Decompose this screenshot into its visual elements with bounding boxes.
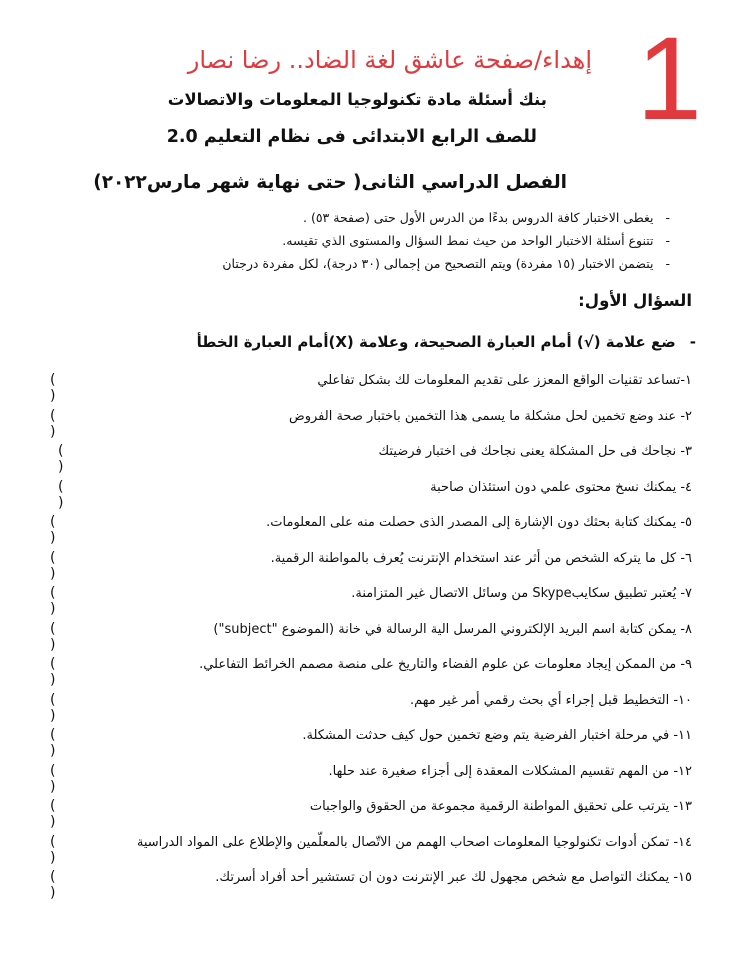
note-dash: - <box>665 233 670 248</box>
answer-box[interactable]: ( ) <box>50 372 66 404</box>
question-text: ٨- يمكن كتابة اسم البريد الإلكتروني المرسل الية الرسالة في خانة (الموضوع "subject") <box>213 621 692 637</box>
exam-note <box>222 206 670 229</box>
question-text: ٦- كل ما يتركه الشخص من أثر عند استخدام الإنترنت يُعرف بالمواطنة الرقمية. <box>270 550 692 566</box>
question-item <box>40 474 692 510</box>
note-text: يغطى الاختبار كافة الدروس بدءًا من الدرس الأول حتى (صفحة ٥٣) . <box>303 210 654 225</box>
answer-box[interactable]: ( ) <box>50 691 66 724</box>
question-item <box>40 509 692 545</box>
answer-box[interactable]: ( ) <box>58 478 74 511</box>
answer-box[interactable]: ( ) <box>50 407 66 440</box>
question-item <box>40 616 692 652</box>
question-text: ٧- يُعتبر تطبيق سكايبSkype من وسائل الاتصال غير المتزامنة. <box>351 586 692 601</box>
question-item <box>40 793 692 829</box>
question-text: ١٥- يمكنك التواصل مع شخص مجهول لك عبر الإنترنت دون ان تستشير أحد أفراد أسرتك. <box>215 870 692 885</box>
answer-box[interactable]: ( ) <box>50 549 66 582</box>
note-dash: - <box>665 256 670 271</box>
question-item <box>40 545 692 581</box>
answer-box[interactable]: ( ) <box>50 869 66 901</box>
term-title: الفصل الدراسي الثانى( حتى نهاية شهر مارس٢٠٢٢) <box>93 172 567 193</box>
question-text: ١٠- التخطيط قبل إجراء أي بحث رقمي أمر غير مهم. <box>410 692 692 708</box>
question-text: ٤- يمكنك نسخ محتوى علمي دون استئذان صاحبة <box>430 479 692 495</box>
question-text: ١-تساعد تقنيات الواقع المعزز على تقديم المعلومات لك بشكل تفاعلي <box>317 373 692 388</box>
answer-box[interactable]: ( ) <box>50 762 66 795</box>
instruction-text: ضع علامة (√) أمام العبارة الصحيحة، وعلامة (X)أمام العبارة الخطأ <box>196 333 676 351</box>
page-number: 1 <box>636 13 702 145</box>
question-text: ١٢- من المهم تقسيم المشكلات المعقدة إلى أجزاء صغيرة عند حلها. <box>328 763 692 779</box>
instruction-line <box>197 333 696 351</box>
question-text: ٥- يمكنك كتابة بحثك دون الإشارة إلى المصدر الذى حصلت منه على المعلومات. <box>266 515 692 530</box>
instruction-dash: - <box>689 333 696 351</box>
question-item <box>40 403 692 439</box>
question-text: ١١- في مرحلة اختبار الفرضية يتم وضع تخمين حول كيف حدثت المشكلة. <box>302 728 692 743</box>
question-text: ٩- من الممكن إيجاد معلومات عن علوم الفضاء والتاريخ على منصة مصمم الخرائط التفاعلي. <box>199 657 692 672</box>
answer-box[interactable]: ( ) <box>58 443 74 475</box>
question-item <box>40 438 692 474</box>
answer-box[interactable]: ( ) <box>50 656 66 688</box>
note-text: يتضمن الاختبار (١٥ مفردة) ويتم التصحيح من إجمالى (٣٠ درجة)، لكل مفردة درجتان <box>222 256 654 271</box>
question-heading: السؤال الأول: <box>578 291 692 310</box>
exam-note <box>222 252 670 275</box>
question-item <box>40 864 692 900</box>
dedication-line: إهداء/صفحة عاشق لغة الضاد.. رضا نصار <box>187 46 592 74</box>
answer-box[interactable]: ( ) <box>50 727 66 759</box>
note-text: تتنوع أسئلة الاختبار الواحد من حيث نمط السؤال والمستوى الذي تقيسه. <box>282 233 654 248</box>
exam-notes-list <box>222 206 670 275</box>
question-item <box>40 829 692 865</box>
question-text: ١٣- يترتب على تحقيق المواطنة الرقمية مجموعة من الحقوق والواجبات <box>309 799 692 814</box>
question-text: ٣- نجاحك فى حل المشكلة يعنى نجاحك فى اختبار فرضيتك <box>378 444 692 459</box>
grade-title: للصف الرابع الابتدائى فى نظام التعليم 2.0 <box>166 127 537 147</box>
answer-box[interactable]: ( ) <box>50 620 66 653</box>
answer-box[interactable]: ( ) <box>50 514 66 546</box>
question-item <box>40 722 692 758</box>
question-item <box>40 580 692 616</box>
exam-note <box>222 229 670 252</box>
question-item <box>40 687 692 723</box>
answer-box[interactable]: ( ) <box>50 798 66 830</box>
question-text: ٢- عند وضع تخمين لحل مشكلة ما يسمى هذا التخمين باختبار صحة الفروض <box>289 408 692 424</box>
answer-box[interactable]: ( ) <box>50 833 66 866</box>
questions-list <box>40 367 692 900</box>
note-dash: - <box>665 210 670 225</box>
answer-box[interactable]: ( ) <box>50 585 66 617</box>
question-item <box>40 367 692 403</box>
question-text: ١٤- تمكن أدوات تكنولوجيا المعلومات اصحاب الهمم من الاتّصال بالمعلّمين والإطلاع على المواد الدراسية <box>136 834 692 850</box>
question-item <box>40 758 692 794</box>
question-item <box>40 651 692 687</box>
question-bank-title: بنك أسئلة مادة تكنولوجيا المعلومات والاتصالات <box>167 90 547 109</box>
